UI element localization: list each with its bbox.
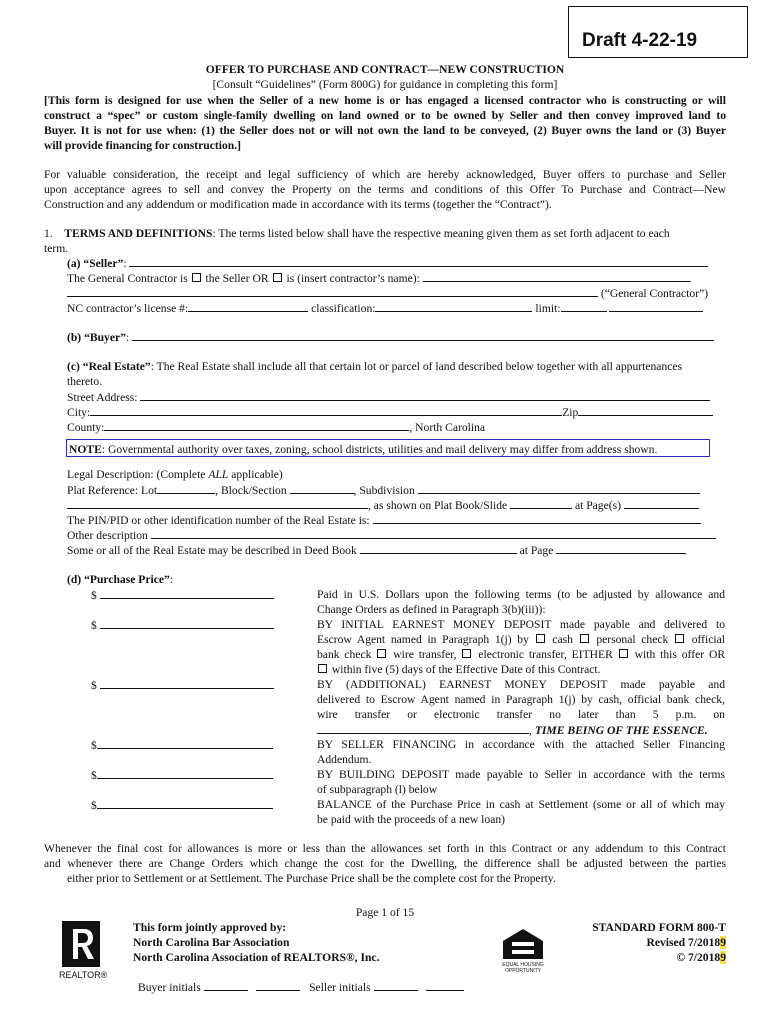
additional-deposit-line-4: , TIME BEING OF THE ESSENCE. <box>317 723 708 737</box>
balance-field[interactable] <box>97 798 273 809</box>
consideration-line-1: For valuable consideration, the receipt and legal sufficiency of which are hereby acknowledged, Buyer offers to purchase and Seller <box>44 168 726 181</box>
form-title: OFFER TO PURCHASE AND CONTRACT—NEW CONSTRUCTION <box>205 63 565 76</box>
within-five-days-checkbox[interactable] <box>318 664 327 673</box>
electronic-transfer-checkbox[interactable] <box>462 649 471 658</box>
initial-deposit-line-2: Escrow Agent named in Paragraph 1(j) by cash personal check official <box>317 633 725 646</box>
initial-deposit-amount-row: $ <box>91 618 274 632</box>
cash-checkbox[interactable] <box>536 634 545 643</box>
allowances-line-1: Whenever the final cost for allowances is more or less than the allowances set forth in this Contract or any addendum to this Contract <box>44 842 726 855</box>
seller-initials-2[interactable] <box>426 980 464 991</box>
personal-check-checkbox[interactable] <box>580 634 589 643</box>
deed-page-field[interactable] <box>556 543 686 554</box>
real-estate-thereto: thereto. <box>67 375 103 388</box>
balance-line-2: be paid with the proceeds of a new loan) <box>317 813 506 826</box>
intro-line-1: [This form is designed for use when the Seller of a new home is or has engaged a licensed contractor who is constructing or will <box>44 94 726 107</box>
subdivision-field[interactable] <box>418 483 700 494</box>
limit-field-1[interactable] <box>561 301 607 312</box>
purchase-price-heading: (d) “Purchase Price”: <box>67 573 174 586</box>
buyer-initials-1[interactable] <box>204 980 248 991</box>
seller-financing-line-2: Addendum. <box>317 753 372 766</box>
note-text: NOTE: Governmental authority over taxes, zoning, school districts, utilities and mail delivery may differ from address shown. <box>69 443 658 456</box>
consideration-line-3: Construction and any addendum or modification made in accordance with its terms (together the “Contract”). <box>44 198 552 211</box>
approved-by: This form jointly approved by: <box>133 921 287 934</box>
balance-amount-row: $ <box>91 798 273 812</box>
building-deposit-amount-row: $ <box>91 768 273 782</box>
plat-book-field[interactable] <box>510 498 572 509</box>
paid-line-2: Change Orders as defined in Paragraph 3(b)(iii)): <box>317 603 546 616</box>
license-row: NC contractor’s license #: classification: limit: <box>67 301 703 315</box>
other-description-field[interactable] <box>151 528 716 539</box>
city-row: City: Zip <box>67 405 713 419</box>
copyright: © 7/20189 <box>676 951 726 964</box>
official-check-checkbox[interactable] <box>675 634 684 643</box>
plat-field[interactable] <box>67 498 368 509</box>
limit-field-2[interactable] <box>609 301 703 312</box>
bar-association: North Carolina Bar Association <box>133 936 290 949</box>
seller-financing-field[interactable] <box>97 738 273 749</box>
seller-name-field[interactable] <box>129 256 708 267</box>
pin-field[interactable] <box>373 513 701 524</box>
general-contractor-row-2: (“General Contractor”) <box>67 286 708 300</box>
with-offer-checkbox[interactable] <box>619 649 628 658</box>
price-total-row: $ <box>91 588 274 602</box>
equal-housing-logo <box>499 927 547 973</box>
plat-book-row: , as shown on Plat Book/Slide at Page(s) <box>67 498 699 512</box>
additional-deposit-field[interactable] <box>100 678 274 689</box>
general-contractor-row: The General Contractor is the Seller OR is (insert contractor’s name): <box>67 271 691 285</box>
page-number: Page 1 of 15 <box>355 906 415 919</box>
additional-deposit-line-3: wire transfer or electronic transfer no later than 5 p.m. on <box>317 708 725 721</box>
buyer-initials-2[interactable] <box>256 980 300 991</box>
contractor-name-field[interactable] <box>423 271 691 282</box>
intro-line-3: Buyer. It is not for use when: (1) the Seller does not or will not own the land to be conveyed, (2) Buyer owns the land or (3) Buyer <box>44 124 726 137</box>
seller-initials-1[interactable] <box>374 980 418 991</box>
section-1-term: term. <box>44 242 69 255</box>
building-deposit-line-1: BY BUILDING DEPOSIT made payable to Seller in accordance with the terms <box>317 768 725 781</box>
county-field[interactable] <box>104 420 409 431</box>
zip-field[interactable] <box>578 405 713 416</box>
seller-financing-line-1: BY SELLER FINANCING in accordance with the attached Seller Financing <box>317 738 725 751</box>
real-estate-row: (c) “Real Estate”: The Real Estate shall include all that certain lot or parcel of land described below together with all appurtenances <box>67 360 683 373</box>
classification-field[interactable] <box>375 301 532 312</box>
form-id: STANDARD FORM 800-T <box>592 921 726 934</box>
initial-deposit-field[interactable] <box>100 618 274 629</box>
seller-row: (a) “Seller”: <box>67 256 708 270</box>
initial-deposit-line-4: within five (5) days of the Effective Date of this Contract. <box>317 663 601 676</box>
block-field[interactable] <box>290 483 354 494</box>
revised-date: Revised 7/20189 <box>646 936 726 949</box>
wire-transfer-checkbox[interactable] <box>377 649 386 658</box>
legal-description: Legal Description: (Complete ALL applicable) <box>67 468 283 481</box>
deed-book-field[interactable] <box>360 543 517 554</box>
form-subtitle: [Consult “Guidelines” (Form 800G) for guidance in completing this form] <box>212 78 558 91</box>
license-field[interactable] <box>188 301 308 312</box>
building-deposit-line-2: of subparagraph (l) below <box>317 783 438 796</box>
initial-deposit-line-3: bank check wire transfer, electronic transfer, EITHER with this offer OR <box>317 648 726 661</box>
pin-row: The PIN/PID or other identification number of the Real Estate is: <box>67 513 701 527</box>
balance-line-1: BALANCE of the Purchase Price in cash at Settlement (some or all of which may <box>317 798 725 811</box>
draft-label: Draft 4-22-19 <box>582 30 698 51</box>
street-field[interactable] <box>140 390 710 401</box>
realtor-logo <box>62 921 100 967</box>
buyer-row: (b) “Buyer”: <box>67 330 714 344</box>
allowances-line-3: either prior to Settlement or at Settlement. The Purchase Price shall be the complete cost for the Property. <box>67 872 556 885</box>
consideration-line-2: upon acceptance agrees to sell and convey the Property on the terms and conditions of this Offer To Purchase and Contract—New <box>44 183 726 196</box>
street-row: Street Address: <box>67 390 710 404</box>
lot-field[interactable] <box>157 483 215 494</box>
additional-deposit-amount-row: $ <box>91 678 274 692</box>
intro-line-2: construct a “spec” or custom single-family dwelling on land owned or to be owned by Seller and then convey improved land to <box>44 109 726 122</box>
deed-book-row: Some or all of the Real Estate may be described in Deed Book at Page <box>67 543 686 557</box>
buyer-name-field[interactable] <box>132 330 714 341</box>
intro-line-4: will provide financing for construction.] <box>44 139 241 152</box>
additional-deposit-line-1: BY (ADDITIONAL) EARNEST MONEY DEPOSIT made payable and <box>317 678 725 691</box>
gc-other-checkbox[interactable] <box>273 273 282 282</box>
additional-deposit-line-2: delivered to Escrow Agent named in Paragraph 1(j) by cash, official bank check, <box>317 693 725 706</box>
seller-financing-amount-row: $ <box>91 738 273 752</box>
price-total-field[interactable] <box>100 588 274 599</box>
plat-pages-field[interactable] <box>624 498 699 509</box>
plat-row: Plat Reference: Lot , Block/Section , Subdivision <box>67 483 700 497</box>
contractor-name-field-2[interactable] <box>67 286 598 297</box>
realtor-logo-label: REALTOR® <box>59 970 108 980</box>
additional-deposit-date-field[interactable] <box>317 723 529 734</box>
equal-housing-label: EQUAL HOUSING OPPORTUNITY <box>502 962 544 974</box>
realtors-association: North Carolina Association of REALTORS®, Inc. <box>133 951 380 964</box>
paid-line-1: Paid in U.S. Dollars upon the following terms (to be adjusted by allowance and <box>317 588 725 601</box>
gc-seller-checkbox[interactable] <box>192 273 201 282</box>
county-row: County: , North Carolina <box>67 421 486 434</box>
section-1-heading: 1. TERMS AND DEFINITIONS: The terms listed below shall have the respective meaning given them as set forth adjacent to each <box>44 227 670 240</box>
city-field[interactable] <box>90 405 562 416</box>
initial-deposit-line-1: BY INITIAL EARNEST MONEY DEPOSIT made payable and delivered to <box>317 618 725 631</box>
allowances-line-2: and whenever there are Change Orders which change the cost for the Dwelling, the difference shall be adjusted between the parties <box>44 857 726 870</box>
building-deposit-field[interactable] <box>97 768 273 779</box>
initials-row: Buyer initials Seller initials <box>138 980 464 994</box>
other-description-row: Other description <box>67 528 716 542</box>
